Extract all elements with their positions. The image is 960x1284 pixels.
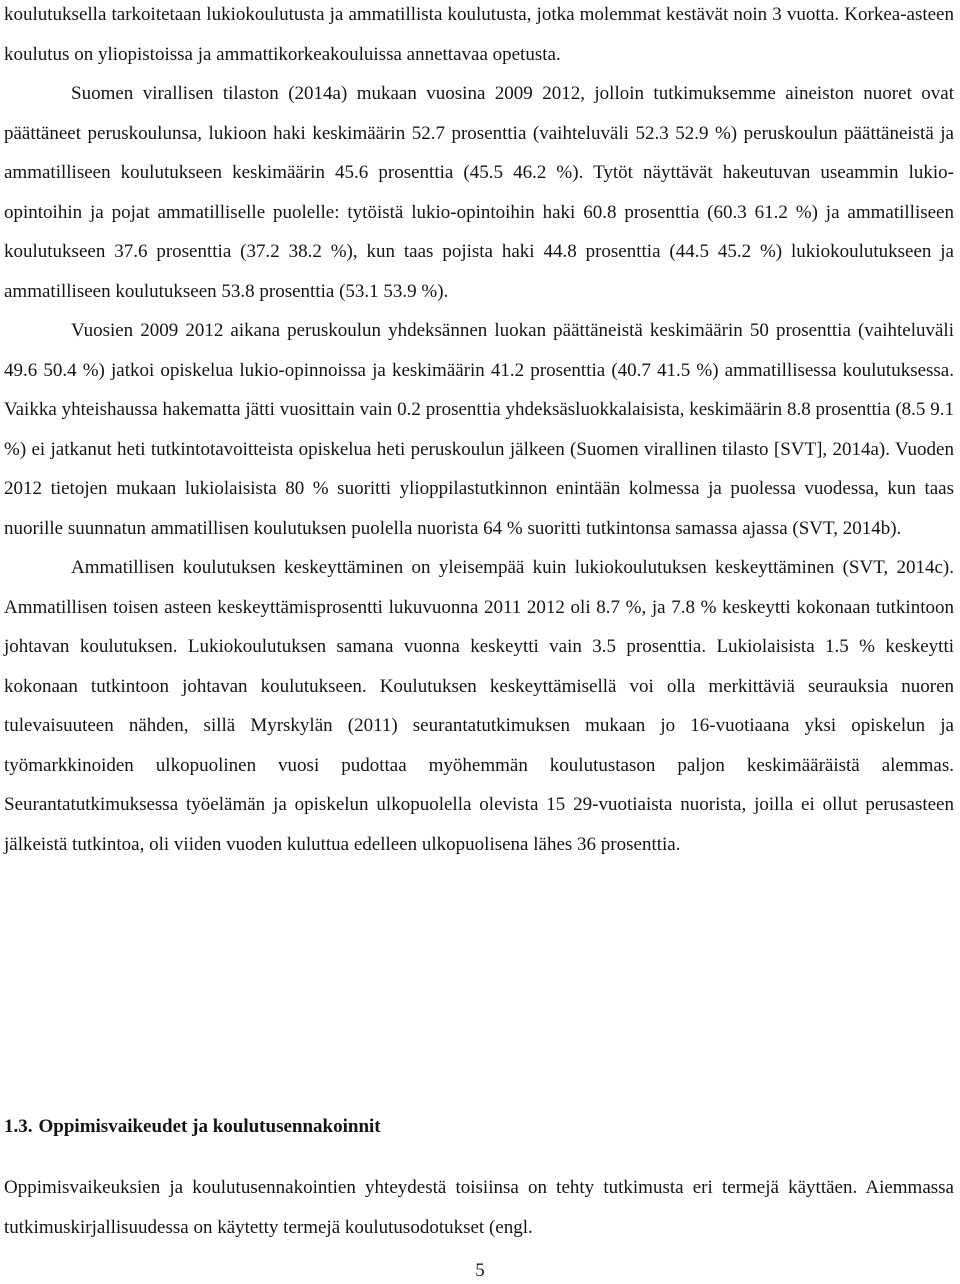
page-number: 5 — [475, 1260, 485, 1281]
paragraph-application-statistics: Suomen virallisen tilaston (2014a) mukaan vuosina 2009 2012, jolloin tutkimuksemme aineiston nuoret ovat päättäneet peruskoulunsa, lukioon haki keskimäärin 52.7 prosenttia (vaihteluväli 52.3 52.9 %) peruskoulun päättäneistä ja ammatilliseen koulutukseen keskimäärin 45.6 prosenttia (45.5 46.2 %). Tytöt näyttävät hakeutuvan useammin lukio-opintoihin ja pojat ammatilliselle puolelle: tytöistä lukio-opintoihin haki 60.8 prosenttia (60.3 61.2 %) ja ammatilliseen koulutukseen 37.6 prosenttia (37.2 38.2 %), kun taas pojista haki 44.8 prosenttia (44.5 45.2 %) lukiokoulutukseen ja ammatilliseen koulutukseen 53.8 prosenttia (53.1 53.9 %). — [4, 83, 954, 302]
section-heading — [4, 1112, 381, 1142]
section-title: Oppimisvaikeudet ja koulutusennakoinnit — [38, 1116, 381, 1137]
paragraph-continuation: koulutuksella tarkoitetaan lukiokoulutusta ja ammatillista koulutusta, jotka molemmat kestävät noin 3 vuotta. Korkea-asteen koulutus on yliopistoissa ja ammattikorkeakouluissa annettavaa opetusta. — [4, 4, 954, 65]
section-number: 1.3. — [4, 1116, 33, 1137]
paragraph-dropout: Ammatillisen koulutuksen keskeyttäminen on yleisempää kuin lukiokoulutuksen keskeyttäminen (SVT, 2014c). Ammatillisen toisen asteen keskeyttämisprosentti lukuvuonna 2011 2012 oli 8.7 %, ja 7.8 % keskeytti kokonaan tutkintoon johtavan koulutuksen. Lukiokoulutuksen samana vuonna keskeytti vain 3.5 prosenttia. Lukiolaisista 1.5 % keskeytti kokonaan tutkintoon johtavan koulutukseen. Koulutuksen keskeyttämisellä voi olla merkittäviä seurauksia nuoren tulevaisuuteen nähden, sillä Myrskylän (2011) seurantatutkimuksen mukaan jo 16-vuotiaana yksi opiskelun ja työmarkkinoiden ulkopuolinen vuosi pudottaa myöhemmän koulutustason paljon keskimääräistä alemmas. Seurantatutkimuksessa työelämän ja opiskelun ulkopuolella olevista 15 29-vuotiaista nuorista, joilla ei ollut perusasteen jälkeistä tutkintoa, oli viiden vuoden kuluttua edelleen ulkopuolisena lähes 36 prosenttia. — [4, 557, 954, 855]
section-paragraph: Oppimisvaikeuksien ja koulutusennakointien yhteydestä toisiinsa on tehty tutkimusta eri termejä käyttäen. Aiemmassa tutkimuskirjallisuudessa on käytetty termejä koulutusodotukset (engl. — [4, 1177, 954, 1238]
body-text — [4, 0, 954, 864]
paragraph-graduation-statistics: Vuosien 2009 2012 aikana peruskoulun yhdeksännen luokan päättäneistä keskimäärin 50 prosenttia (vaihteluväli 49.6 50.4 %) jatkoi opiskelua lukio-opinnoissa ja keskimäärin 41.2 prosenttia (40.7 41.5 %) ammatillisessa koulutuksessa. Vaikka yhteishaussa hakematta jätti vuosittain vain 0.2 prosenttia yhdeksäsluokkalaisista, keskimäärin 8.8 prosenttia (8.5 9.1 %) ei jatkanut heti tutkintotavoitteista opiskelua heti peruskoulun jälkeen (Suomen virallinen tilasto [SVT], 2014a). Vuoden 2012 tietojen mukaan lukiolaisista 80 % suoritti ylioppilastutkinnon enintään kolmessa ja puolessa vuodessa, kun taas nuorille suunnatun ammatillisen koulutuksen puolella nuorista 64 % suoritti tutkintonsa samassa ajassa (SVT, 2014b). — [4, 320, 954, 539]
